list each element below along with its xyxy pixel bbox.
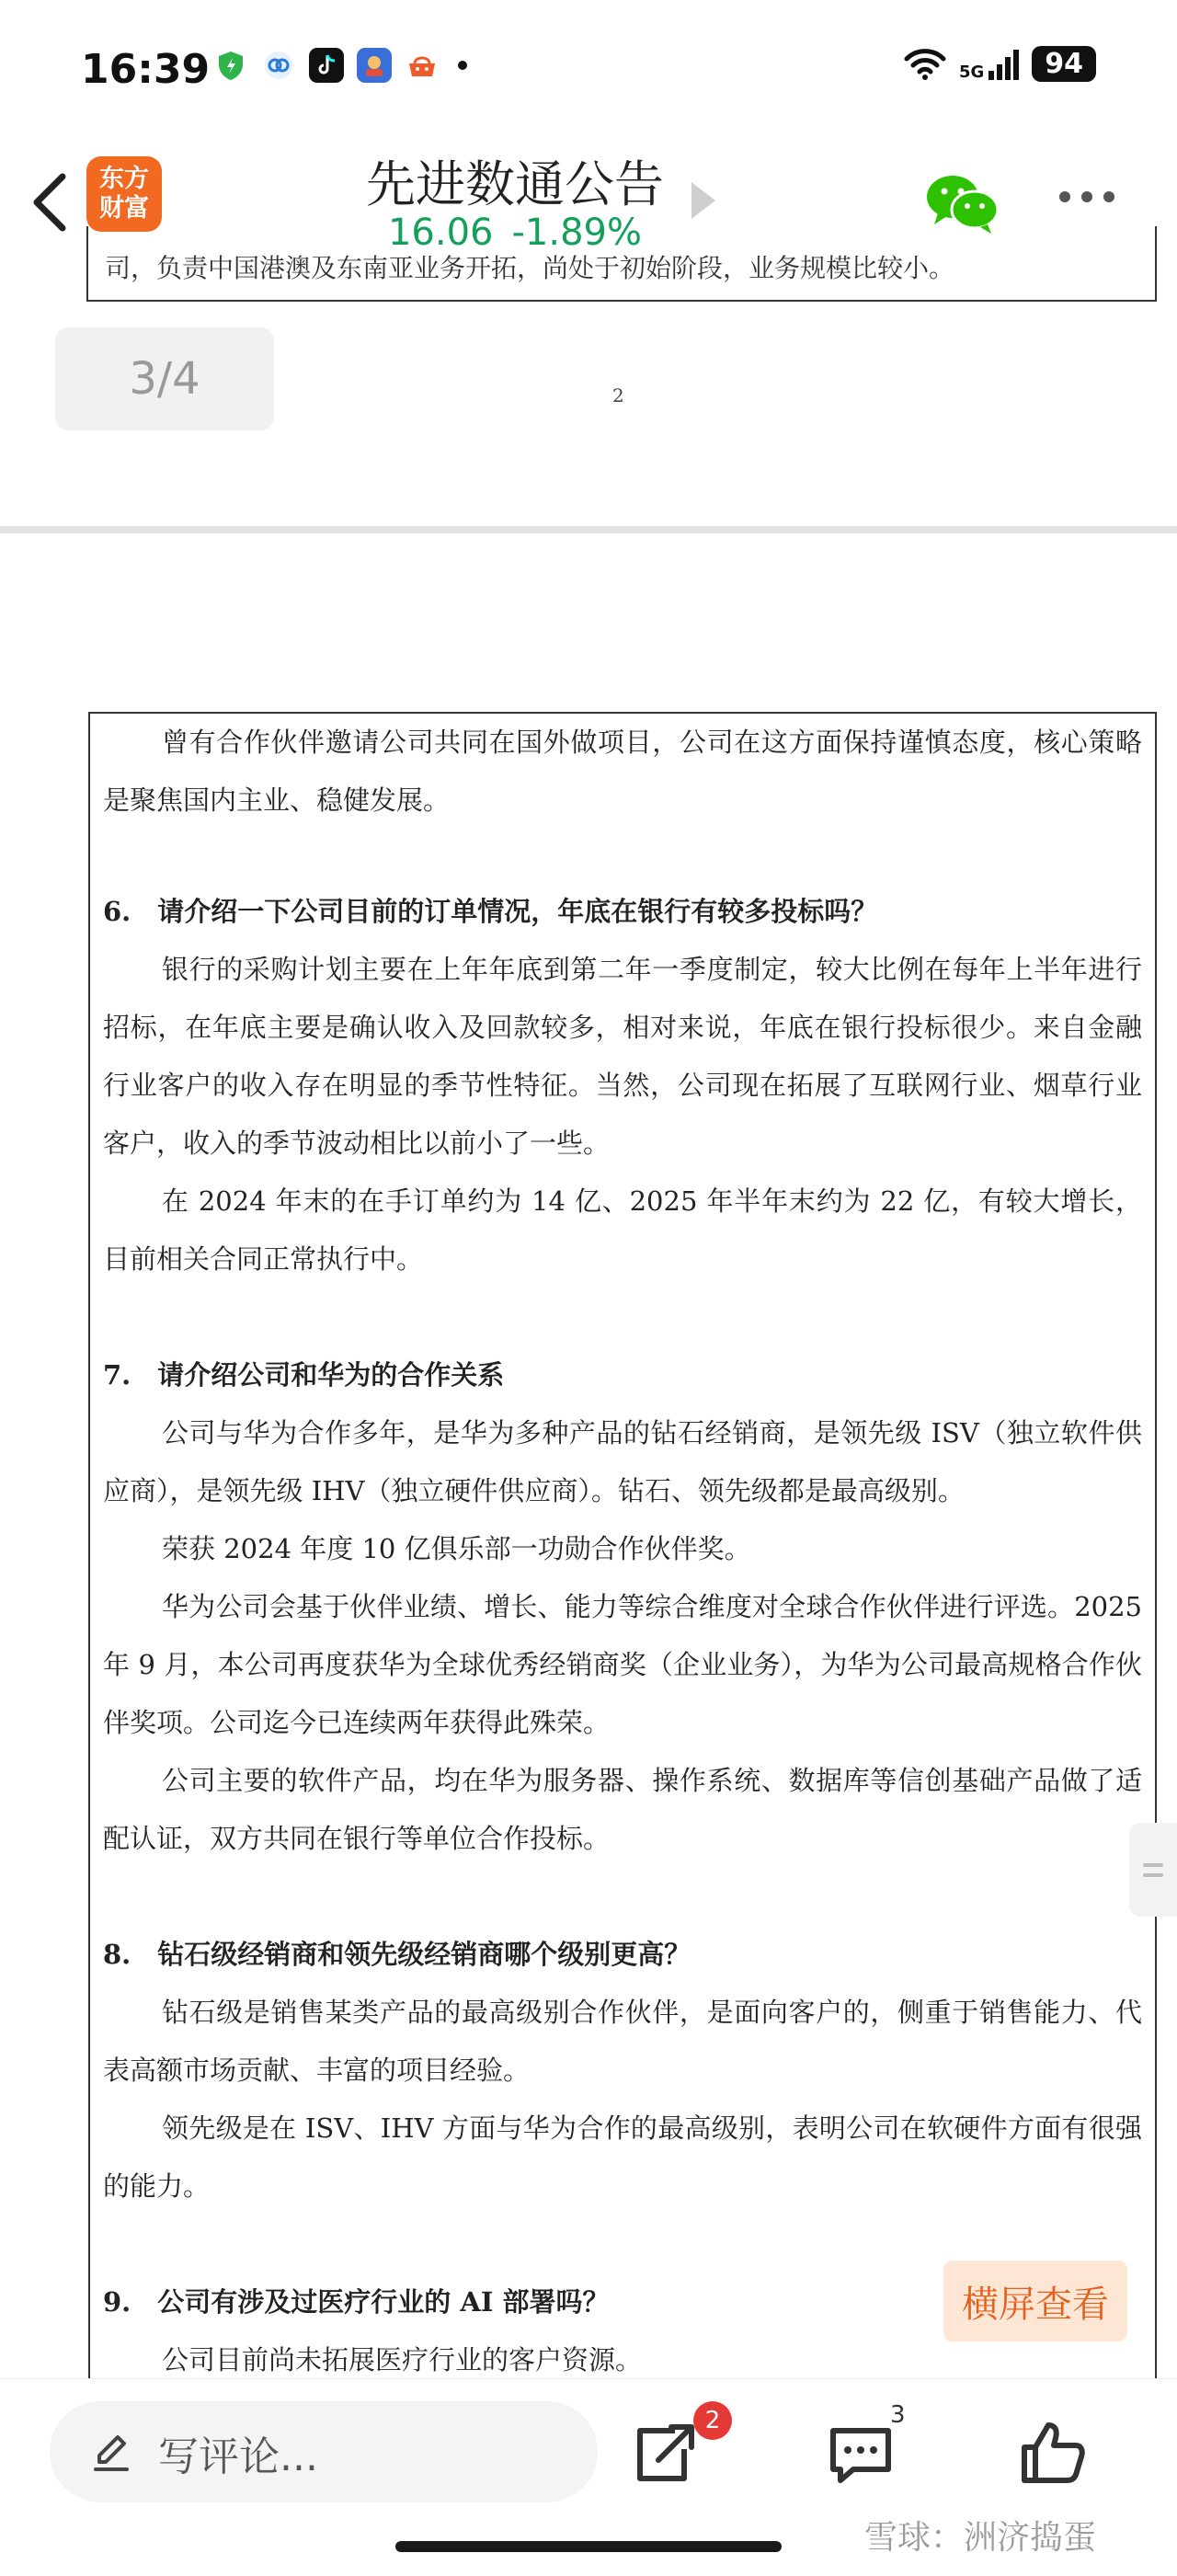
notification-icons: [213, 48, 467, 83]
question-heading: 9. 公司有涉及过医疗行业的 AI 部署吗？: [103, 2286, 610, 2318]
previous-page-tail-text: 司，负责中国港澳及东南亚业务开拓，尚处于初始阶段，业务规模比较小。: [105, 253, 955, 283]
page-separator: [0, 526, 1177, 533]
side-drawer-handle[interactable]: [1129, 1823, 1177, 1917]
shield-app-icon: [213, 48, 248, 83]
paragraph: 在 2024 年末的在手订单约为 14 亿、2025 年半年末约为 22 亿，有较大增长，目前相关合同正常执行中。: [103, 1185, 1142, 1275]
comment-input[interactable]: [50, 2401, 598, 2502]
logo-line-1: 东方: [99, 165, 149, 193]
status-time: 16:39: [81, 46, 211, 93]
tiktok-icon: [309, 48, 344, 83]
stock-change: -1.89%: [511, 212, 643, 254]
paragraph: 荣获 2024 年度 10 亿俱乐部一功勋合作伙伴奖。: [162, 1533, 751, 1564]
game-app-icon: [357, 48, 392, 83]
paragraph: 公司主要的软件产品，均在华为服务器、操作系统、数据库等信创基础产品做了适配认证，双方共同在银行等单位合作投标。: [103, 1765, 1142, 1854]
page-indicator: 3/4: [55, 327, 274, 430]
bottom-action-bar: [0, 2378, 1177, 2576]
document-viewer[interactable]: [0, 253, 1177, 2378]
share-count-badge: 2: [693, 2401, 732, 2440]
play-triangle-icon[interactable]: [691, 182, 715, 219]
paragraph: 曾有合作伙伴邀请公司共同在国外做项目，公司在这方面保持谨慎态度，核心策略是聚焦国内主业、稳健发展。: [103, 727, 1142, 816]
back-arrow-icon[interactable]: [22, 166, 77, 239]
question-heading: 8. 钻石级经销商和领先级经销商哪个级别更高？: [103, 1939, 691, 1970]
paragraph: 公司目前尚未拓展医疗行业的客户资源。: [162, 2344, 643, 2376]
paragraph: 华为公司会基于伙伴业绩、增长、能力等综合维度对全球合作伙伴进行评选。2025 年 9 月，本公司再度获华为全球优秀经销商奖（企业业务），为华为公司最高规格合作伙伴奖项。公司迄今已连续两年获得此殊荣。: [103, 1591, 1142, 1738]
logo-line-2: 财富: [99, 194, 149, 223]
comment-count: 3: [890, 2401, 906, 2429]
paragraph: 钻石级是销售某类产品的最高级别合作伙伴，是面向客户的，侧重于销售能力、代表高额市场贡献、丰富的项目经验。: [103, 1997, 1142, 2086]
pencil-icon: [90, 2431, 132, 2473]
document-page: [88, 712, 1157, 2461]
question-heading: 7. 请介绍公司和华为的合作关系: [103, 1359, 505, 1391]
network-type: 5G: [958, 62, 985, 82]
stock-price: 16.06: [387, 212, 494, 254]
paragraph: 银行的采购计划主要在上年年底到第二年一季度制定，较大比例在每年上半年进行招标，在年底主要是确认收入及回款较多，相对来说，年底在银行投标很少。来自金融行业客户的收入存在明显的季节性特征。当然，公司现在拓展了互联网行业、烟草行业客户，收入的季节波动相比以前小了一些。: [103, 954, 1142, 1159]
battery-indicator: 94: [1032, 46, 1096, 82]
share-icon[interactable]: [627, 2418, 701, 2491]
more-notifications-dot: [458, 61, 467, 70]
status-bar: [0, 0, 1177, 138]
paragraph: 领先级是在 ISV、IHV 方面与华为合作的最高级别，表明公司在软硬件方面有很强的能力。: [103, 2112, 1142, 2202]
signal-bars-icon: [988, 49, 1019, 80]
home-indicator[interactable]: [395, 2541, 782, 2552]
landscape-view-button[interactable]: 横屏查看: [943, 2261, 1127, 2341]
more-options-icon[interactable]: [1059, 188, 1133, 206]
link-app-icon: [261, 48, 296, 83]
page-number: 2: [612, 384, 624, 406]
thumbs-up-icon[interactable]: [1015, 2416, 1089, 2490]
paragraph: 公司与华为合作多年，是华为多种产品的钻石经销商，是领先级 ISV（独立软件供应商），是领先级 IHV（独立硬件供应商）。钻石、领先级都是最高级别。: [103, 1417, 1142, 1506]
page-title: 先进数通公告: [366, 155, 664, 213]
eastmoney-logo[interactable]: [86, 156, 162, 232]
delivery-app-icon: [405, 48, 440, 83]
cellular-signal: [959, 49, 1019, 80]
xueqiu-watermark: 雪球：洲济捣蛋: [864, 2519, 1097, 2557]
wifi-icon: [904, 49, 946, 80]
previous-page: [86, 226, 1157, 302]
question-heading: 6. 请介绍一下公司目前的订单情况，年底在银行有较多投标吗？: [103, 896, 878, 927]
comment-placeholder: 写评论...: [158, 2433, 318, 2480]
system-indicators: [904, 46, 1096, 82]
comment-bubble-icon[interactable]: [824, 2418, 897, 2491]
